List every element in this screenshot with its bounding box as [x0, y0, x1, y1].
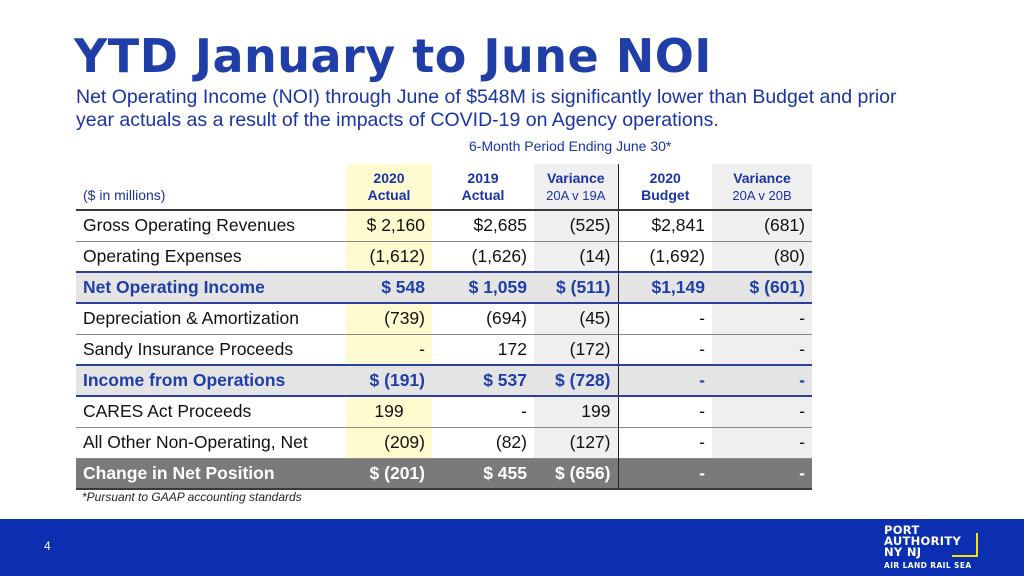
- cell-variance-20b: -: [712, 396, 812, 427]
- cell-variance-19a: $ (511): [534, 272, 618, 303]
- col-header-2020-budget: 2020 Budget: [641, 169, 690, 203]
- logo-line-3: NY NJ: [884, 545, 922, 559]
- cell-2020-actual: (1,612): [346, 241, 432, 272]
- cell-2019-actual: (1,626): [432, 241, 534, 272]
- logo-line-2: AUTHORITY: [884, 534, 962, 548]
- logo-tagline: AIR LAND RAIL SEA: [884, 561, 972, 570]
- units-label: ($ in millions): [83, 187, 166, 203]
- cell-variance-19a: (127): [534, 427, 618, 458]
- cell-2020-budget: -: [618, 334, 712, 365]
- table-row-gross-operating-revenues: [76, 210, 812, 241]
- row-label: Gross Operating Revenues: [76, 210, 346, 241]
- cell-2019-actual: (694): [432, 303, 534, 334]
- footer-bar: [0, 519, 1024, 576]
- row-label: Net Operating Income: [76, 272, 346, 303]
- cell-2020-budget: -: [618, 365, 712, 396]
- slide-subtitle: Net Operating Income (NOI) through June of $548M is significantly lower than Budget and prior year actuals as a result of the impacts of COVID-19 on Agency operations.: [76, 86, 897, 131]
- table-row-all-other-non-operating: [76, 427, 812, 458]
- cell-variance-20b: (681): [712, 210, 812, 241]
- cell-2020-actual: 199: [346, 396, 432, 427]
- row-label: Income from Operations: [76, 365, 346, 396]
- cell-2019-actual: -: [432, 396, 534, 427]
- table-row-income-from-operations: [76, 365, 812, 396]
- cell-2019-actual: $ 537: [432, 365, 534, 396]
- logo-line-1: PORT: [884, 523, 920, 537]
- page-number: 4: [44, 539, 51, 553]
- period-label: 6-Month Period Ending June 30*: [469, 138, 672, 154]
- table-row-net-operating-income: [76, 272, 812, 303]
- row-label: Depreciation & Amortization: [76, 303, 346, 334]
- cell-variance-19a: (172): [534, 334, 618, 365]
- row-label: Sandy Insurance Proceeds: [76, 334, 346, 365]
- noi-table: [76, 164, 812, 490]
- table-row-operating-expenses: [76, 241, 812, 272]
- cell-variance-20b: -: [712, 303, 812, 334]
- cell-variance-19a: $ (656): [534, 458, 618, 489]
- row-label: Change in Net Position: [76, 458, 346, 489]
- cell-2020-actual: $ (201): [346, 458, 432, 489]
- cell-variance-19a: (45): [534, 303, 618, 334]
- cell-2020-budget: -: [618, 303, 712, 334]
- table-row-depreciation-amortization: [76, 303, 812, 334]
- cell-2019-actual: $2,685: [432, 210, 534, 241]
- cell-variance-19a: (14): [534, 241, 618, 272]
- cell-variance-20b: (80): [712, 241, 812, 272]
- cell-variance-20b: -: [712, 334, 812, 365]
- col-header-2019-actual: 2019 Actual: [461, 169, 505, 203]
- cell-2020-actual: $ 2,160: [346, 210, 432, 241]
- cell-2019-actual: 172: [432, 334, 534, 365]
- cell-2020-actual: (739): [346, 303, 432, 334]
- row-label: CARES Act Proceeds: [76, 396, 346, 427]
- table-header-row: [76, 164, 812, 210]
- cell-2020-budget: $1,149: [618, 272, 712, 303]
- footnote: *Pursuant to GAAP accounting standards: [82, 490, 302, 504]
- cell-variance-19a: $ (728): [534, 365, 618, 396]
- table-row-sandy-insurance-proceeds: [76, 334, 812, 365]
- cell-2019-actual: $ 455: [432, 458, 534, 489]
- cell-2019-actual: $ 1,059: [432, 272, 534, 303]
- cell-variance-19a: 199: [534, 396, 618, 427]
- cell-2020-actual: -: [346, 334, 432, 365]
- cell-variance-20b: $ (601): [712, 272, 812, 303]
- cell-2020-budget: $2,841: [618, 210, 712, 241]
- cell-2019-actual: (82): [432, 427, 534, 458]
- col-header-variance-20a-v-20b: Variance 20A v 20B: [712, 164, 812, 210]
- cell-variance-20b: -: [712, 458, 812, 489]
- cell-variance-20b: -: [712, 427, 812, 458]
- cell-variance-19a: (525): [534, 210, 618, 241]
- cell-2020-actual: $ 548: [346, 272, 432, 303]
- row-label: All Other Non-Operating, Net: [76, 427, 346, 458]
- slide-title: YTD January to June NOI: [74, 29, 712, 83]
- table-row-change-in-net-position: [76, 458, 812, 489]
- col-header-variance-20a-v-19a: Variance 20A v 19A: [534, 164, 618, 210]
- col-header-2020-actual: 2020 Actual: [346, 164, 432, 210]
- cell-variance-20b: -: [712, 365, 812, 396]
- table-row-cares-act-proceeds: [76, 396, 812, 427]
- cell-2020-budget: -: [618, 458, 712, 489]
- cell-2020-actual: (209): [346, 427, 432, 458]
- cell-2020-budget: (1,692): [618, 241, 712, 272]
- cell-2020-budget: -: [618, 427, 712, 458]
- logo-accent-bracket: [952, 533, 978, 557]
- port-authority-logo: [884, 521, 980, 573]
- row-label: Operating Expenses: [76, 241, 346, 272]
- cell-2020-actual: $ (191): [346, 365, 432, 396]
- cell-2020-budget: -: [618, 396, 712, 427]
